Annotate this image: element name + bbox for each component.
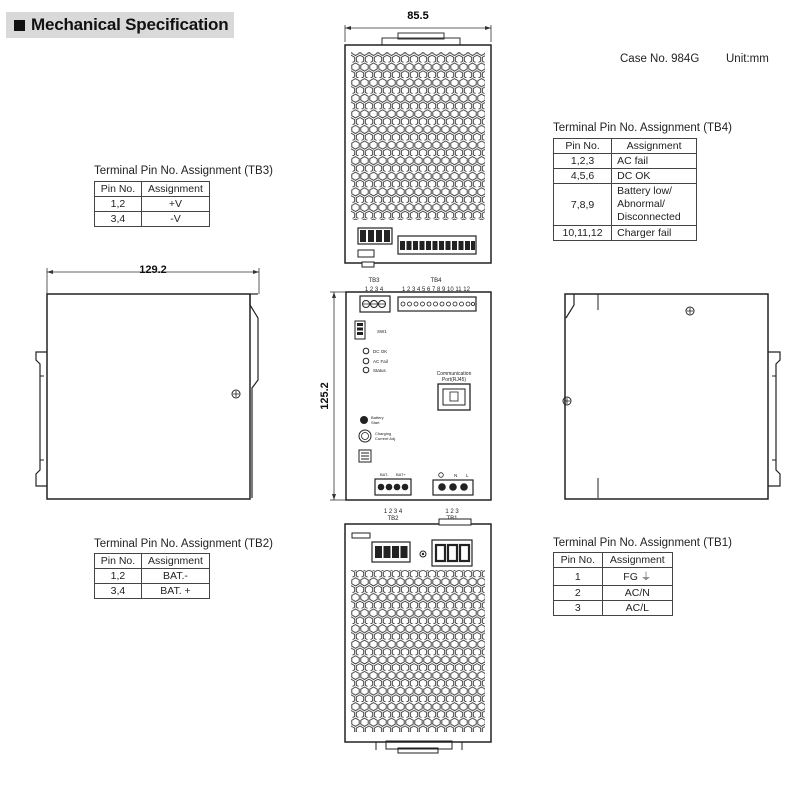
tb4-pin-numbers: 1 2 3 4 5 6 7 8 9 10 11 12 xyxy=(402,287,470,293)
section-title: Mechanical Specification xyxy=(31,15,229,34)
table-cell: +V xyxy=(141,197,209,212)
led-ac-fail-label: AC Fail xyxy=(373,359,388,364)
front-view xyxy=(319,278,491,522)
table-cell: -V xyxy=(141,212,209,227)
right-side-view xyxy=(563,294,780,499)
column-header: Pin No. xyxy=(554,553,603,568)
battery-start-button-icon xyxy=(360,416,368,424)
table-cell: BAT. + xyxy=(141,584,209,599)
tb1-l-label: L xyxy=(466,473,469,478)
table-cell: Charger fail xyxy=(612,226,697,241)
width-dimension: 85.5 xyxy=(407,10,429,22)
case-number: Case No. 984G xyxy=(620,53,700,65)
bat-minus-label: BAT- xyxy=(380,472,389,477)
tb4-caption: Terminal Pin No. Assignment (TB4) xyxy=(553,122,732,134)
led-status-label: Status xyxy=(373,368,386,373)
tb2-caption: Terminal Pin No. Assignment (TB2) xyxy=(94,538,273,550)
tb2-label: TB2 xyxy=(387,516,399,522)
bat-plus-label: BAT+ xyxy=(396,472,406,477)
table-cell: Battery low/ Abnormal/ Disconnected xyxy=(612,184,697,226)
comm-port-sublabel: Port(RJ45) xyxy=(441,377,467,383)
column-header: Assignment xyxy=(612,139,697,154)
table-cell: 4,5,6 xyxy=(554,169,612,184)
table-cell: FG ⏚ xyxy=(602,568,672,586)
tb3-label: TB3 xyxy=(368,278,380,284)
tb1-caption: Terminal Pin No. Assignment (TB1) xyxy=(553,537,732,549)
battery-start-label: Battery xyxy=(371,415,384,420)
column-header: Pin No. xyxy=(95,554,142,569)
sw1-label: SW1 xyxy=(377,329,387,334)
column-header: Pin No. xyxy=(554,139,612,154)
tb4-label: TB4 xyxy=(430,278,442,284)
bottom-view xyxy=(345,519,491,753)
table-cell: AC/L xyxy=(602,601,672,616)
column-header: Assignment xyxy=(602,553,672,568)
table-cell: 2 xyxy=(554,586,603,601)
tb1-n-label: N xyxy=(454,473,458,478)
depth-dimension: 129.2 xyxy=(139,264,167,276)
table-cell: 3,4 xyxy=(95,584,142,599)
led-dc-ok-label: DC OK xyxy=(373,349,388,354)
table-cell: 1 xyxy=(554,568,603,586)
tb1-pin-numbers: 1 2 3 xyxy=(445,509,459,515)
table-cell: AC/N xyxy=(602,586,672,601)
table-cell: AC fail xyxy=(612,154,697,169)
table-cell: 1,2 xyxy=(95,197,142,212)
charging-sublabel: Current Adj. xyxy=(375,436,397,441)
top-view xyxy=(345,10,491,267)
table-cell: BAT.- xyxy=(141,569,209,584)
table-cell: 7,8,9 xyxy=(554,184,612,226)
table-cell: 3 xyxy=(554,601,603,616)
table-cell: 1,2,3 xyxy=(554,154,612,169)
table-cell: DC OK xyxy=(612,169,697,184)
left-side-view xyxy=(36,264,259,499)
column-header: Assignment xyxy=(141,182,209,197)
tb3-caption: Terminal Pin No. Assignment (TB3) xyxy=(94,165,273,177)
comm-port-label: Communication xyxy=(436,371,472,377)
table-cell: 3,4 xyxy=(95,212,142,227)
column-header: Pin No. xyxy=(95,182,142,197)
tb2-pin-numbers: 1 2 3 4 xyxy=(383,509,403,515)
battery-start-sublabel: Start xyxy=(371,420,380,425)
table-cell: 10,11,12 xyxy=(554,226,612,241)
height-dimension: 125.2 xyxy=(319,382,331,410)
column-header: Assignment xyxy=(141,554,209,569)
charging-label: Charging xyxy=(375,431,392,436)
table-cell: 1,2 xyxy=(95,569,142,584)
unit-label: Unit:mm xyxy=(726,53,769,65)
tb3-pin-numbers: 1 2 3 4 xyxy=(364,287,384,293)
